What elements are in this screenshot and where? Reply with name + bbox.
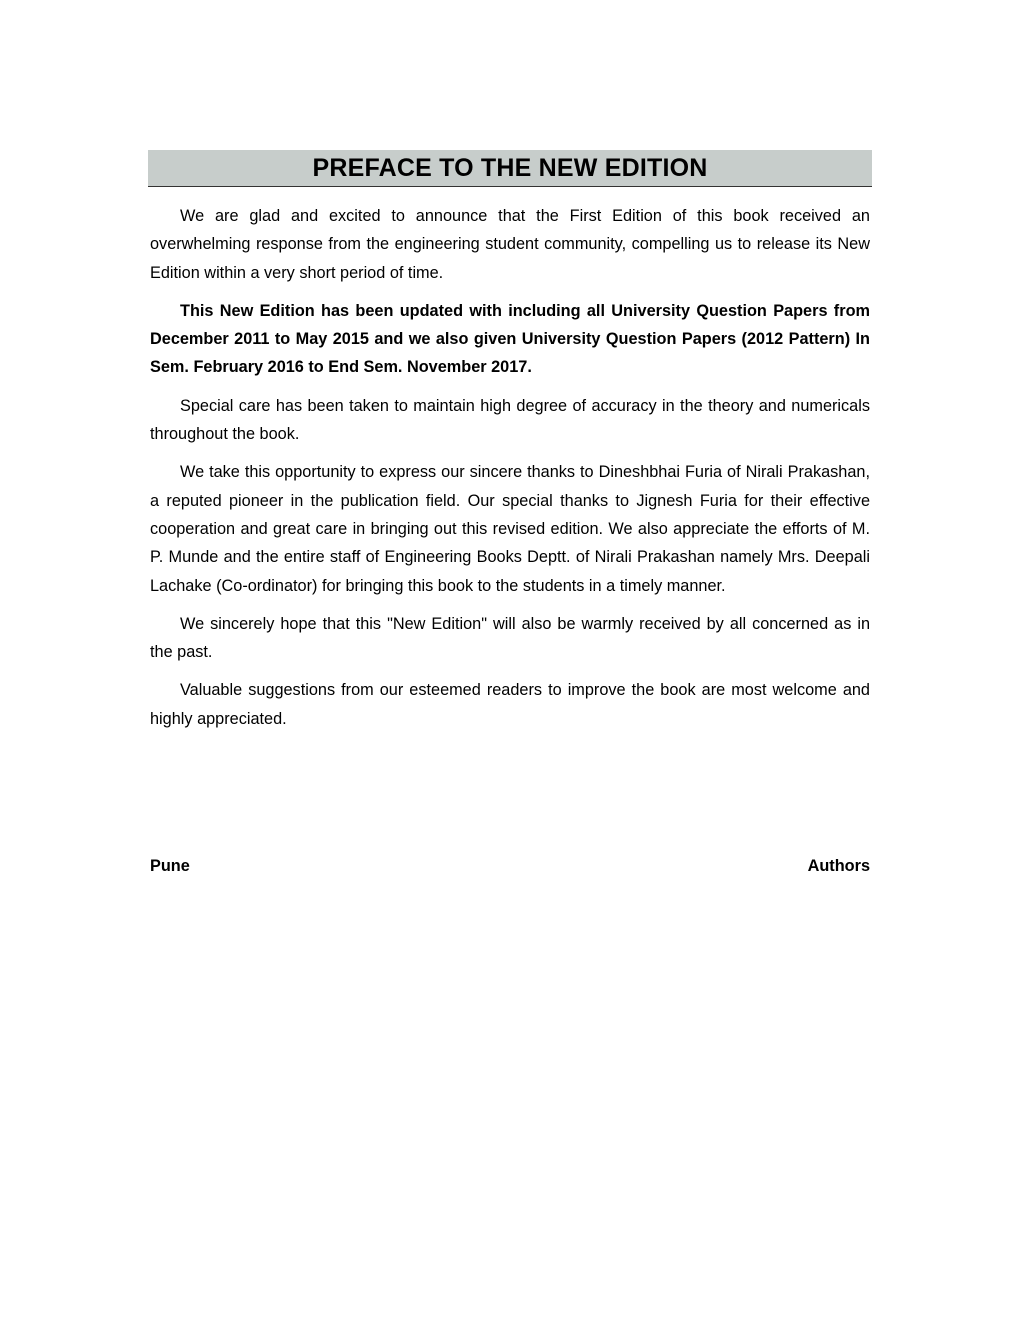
paragraph-intro: We are glad and excited to announce that the First Edition of this book received an overwhelming response from the engineering student community, compelling us to release its New Edition within a very short period of time. [150, 207, 870, 282]
paragraph-suggestions: Valuable suggestions from our esteemed readers to improve the book are most welcome and highly appreciated. [150, 681, 870, 728]
title-band [148, 150, 872, 187]
signature-line [150, 854, 870, 878]
signature-place: Pune [150, 857, 190, 875]
page-title: PREFACE TO THE NEW EDITION [312, 153, 708, 182]
paragraph-update-note: This New Edition has been updated with including all University Question Papers from December 2011 to May 2015 and we also given University Question Papers (2012 Pattern) In Sem. February 2016 to End Sem. November 2017. [150, 301, 870, 377]
paragraph-accuracy: Special care has been taken to maintain high degree of accuracy in the theory and numericals throughout the book. [150, 396, 870, 444]
paragraph-thanks: We take this opportunity to express our sincere thanks to Dineshbhai Furia of Nirali Prakashan, a reputed pioneer in the publication field. Our special thanks to Jignesh Furia for their effective cooperation and great care in bringing out this revised edition. We also appreciate the efforts of M. P. Munde and the entire staff of Engineering Books Deptt. of Nirali Prakashan namely Mrs. Deepali Lachake (Co-ordinator) for bringing this book to the students in a timely manner. [150, 463, 870, 595]
paragraph-hope: We sincerely hope that this "New Edition" will also be warmly received by all concerned as in the past. [150, 614, 870, 662]
signature-authors: Authors [807, 857, 870, 875]
preface-body [150, 202, 870, 743]
